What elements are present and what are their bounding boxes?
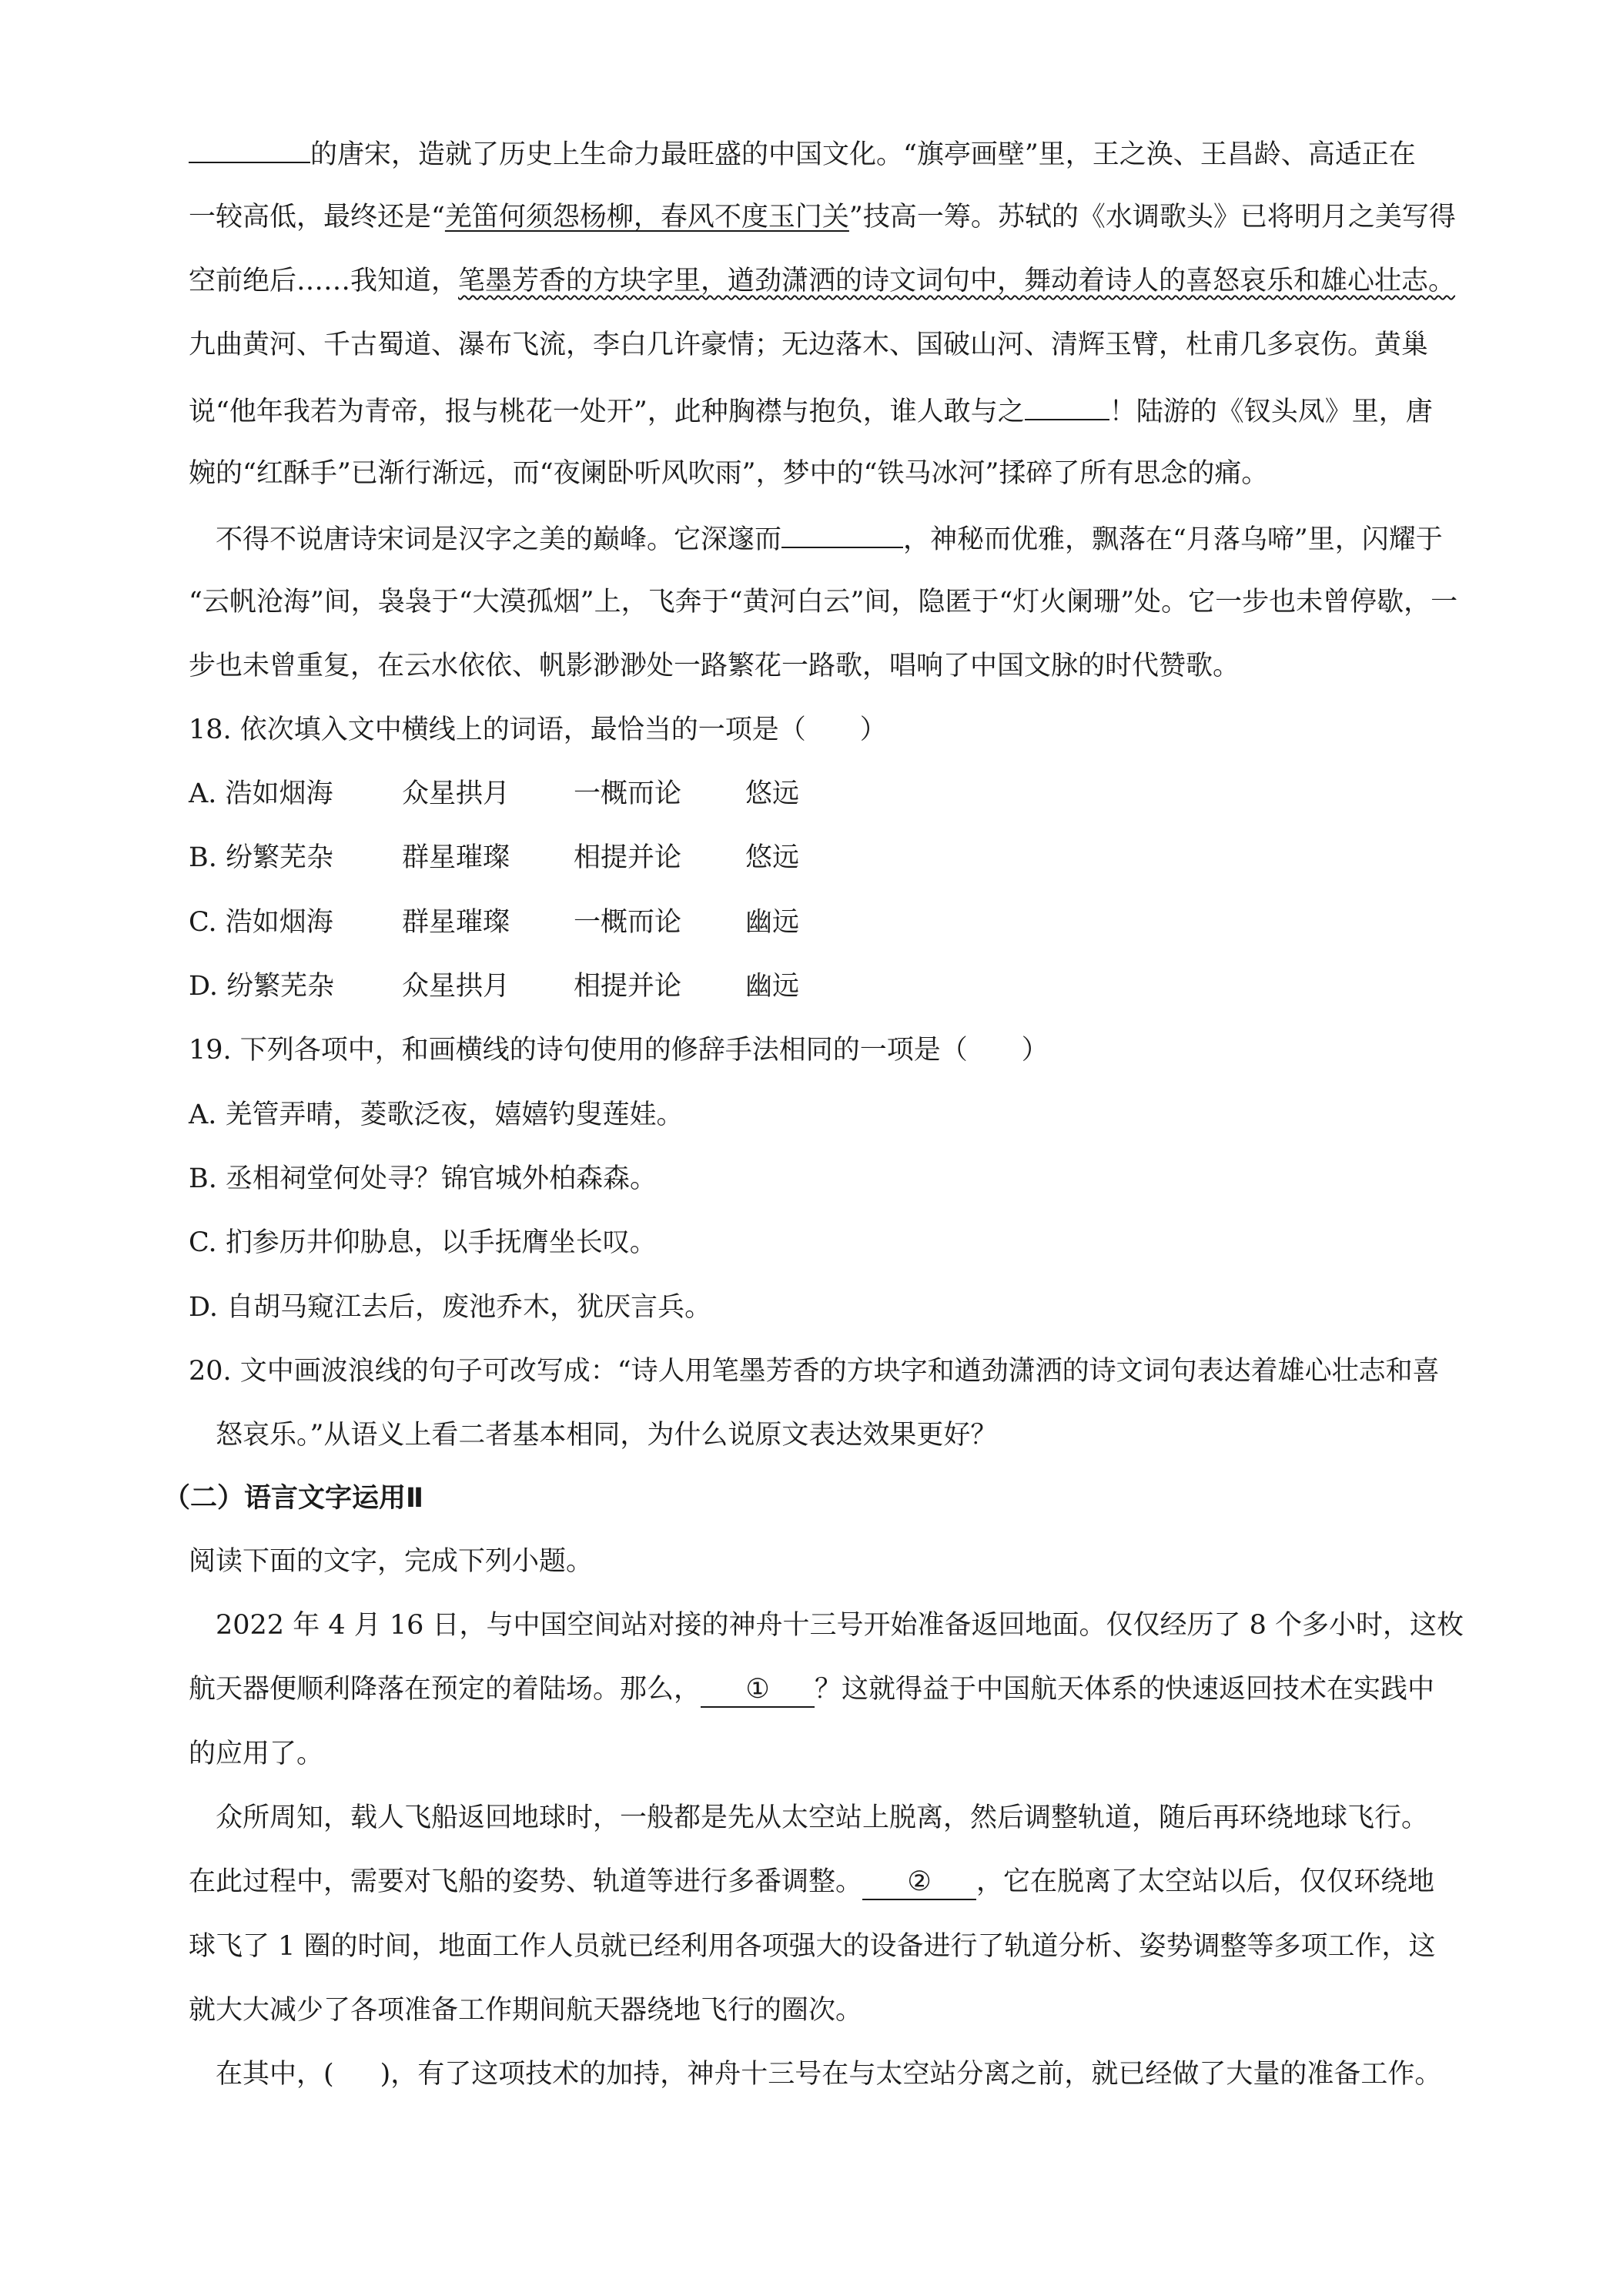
passage-line: 航天器便顺利降落在预定的着陆场。那么， ① ？这就得益于中国航天体系的快速返回技术在实践中 [189,1671,1482,1708]
passage-line: 婉的“红酥手”已渐行渐远，而“夜阑卧听风吹雨”，梦中的“铁马冰河”揉碎了所有思念的痛。 [189,458,1269,489]
answer-blank[interactable] [1025,391,1109,420]
section-heading: （二）语言文字运用Ⅱ [163,1483,424,1514]
passage-line: 在此过程中，需要对飞船的姿势、轨道等进行多番调整。 ② ，它在脱离了太空站以后，仅仅环绕地 [189,1863,1482,1900]
passage-line: “云帆沧海”间，袅袅于“大漠孤烟”上，飞奔于“黄河白云”间，隐匿于“灯火阑珊”处。它一步也未曾停歇，一 [189,587,1458,618]
passage-line: 的应用了。 [189,1739,324,1769]
passage-line: 球飞了 1 圈的时间，地面工作人员就已经利用各项强大的设备进行了轨道分析、姿势调整等多项工作，这 [189,1931,1436,1962]
passage-text: 的唐宋，造就了历史上生命力最旺盛的中国文化。“旗亭画壁”里，王之涣、王昌龄、高适正在 [310,139,1416,170]
question-20-stem: 20. 文中画波浪线的句子可改写成：“诗人用笔墨芳香的方块字和遒劲潇洒的诗文词句表达着雄心壮志和喜 [189,1356,1440,1387]
passage-line: 就大大减少了各项准备工作期间航天器绕地飞行的圈次。 [189,1995,863,2026]
underlined-poem-line: 羌笛何须怨杨柳，春风不度玉门关 [444,202,849,233]
answer-blank[interactable] [189,134,310,163]
passage-line: 步也未曾重复，在云水依依、帆影渺渺处一路繁花一路歌，唱响了中国文脉的时代赞歌。 [189,651,1240,681]
passage-line: 空前绝后……我知道，笔墨芳香的方块字里，遒劲潇洒的诗文词句中，舞动着诗人的喜怒哀乐和雄心壮志。 [189,266,1456,296]
passage-line: 不得不说唐诗宋词是汉字之美的巅峰。它深邃而 ，神秘而优雅，飘落在“月落乌啼”里，闪耀于 [216,519,1509,558]
passage-line: 2022 年 4 月 16 日，与中国空间站对接的神舟十三号开始准备返回地面。仅仅经历了 8 个多小时，这枚 [216,1610,1464,1641]
q19-option-a[interactable]: A. 羌管弄晴，菱歌泛夜，嬉嬉钓叟莲娃。 [189,1099,684,1130]
answer-blank-2[interactable]: ② [862,1865,976,1900]
section-intro: 阅读下面的文字，完成下列小题。 [189,1546,594,1577]
answer-blank[interactable] [781,519,903,548]
q19-option-c[interactable]: C. 扪参历井仰胁息，以手抚膺坐长叹。 [189,1227,657,1258]
question-20-stem-cont: 怒哀乐。”从语义上看二者基本相同，为什么说原文表达效果更好？ [216,1420,998,1451]
passage-line: 一较高低，最终还是“羌笛何须怨杨柳，春风不度玉门关”技高一筹。苏轼的《水调歌头》已将明月之美写得 [189,202,1456,233]
exam-page: 的唐宋，造就了历史上生命力最旺盛的中国文化。“旗亭画壁”里，王之涣、王昌龄、高适正在 一较高低，最终还是“羌笛何须怨杨柳，春风不度玉门关”技高一筹。苏轼的《水调歌头》已将明月之美写得 空前绝后……我知道，笔墨芳香的方块字里，遒劲潇洒的诗文词句中，舞动着诗人的喜怒哀乐和雄心壮志。 九曲黄河、千古蜀道、瀑布飞流，李白几许豪情；无边落木、国破山河、清辉玉臂，杜甫几多哀伤。黄巢 说“他年我若为青帝，报与桃花一处开”，此种胸襟与抱负，谁人敢与之 ！陆游的《钗头凤》里，唐 婉的“红酥手”已渐行渐远，而“夜阑卧听风吹雨”，梦中的“铁马冰河”揉碎了所有思念的痛。 不得不说唐诗宋词是汉字之美的巅峰。它深邃而 ，神秘而优雅，飘落在“月落乌啼”里，闪耀于 “云帆沧海”间，袅袅于“大漠孤烟”上，飞奔于“黄河白云”间，隐匿于“灯火阑珊”处。它一步也未曾停歇，一 步也未曾重复，在云水依依、帆影渺渺处一路繁花一路歌，唱响了中国文脉的时代赞歌。 18. 依次填入文中横线上的词语，最恰当的一项是（ ） A. 浩如烟海 众星拱月 一概而论 悠远 B. 纷繁芜杂 群星璀璨 相提并论 悠远 C. 浩如烟海 群星璀璨 一概而论 幽远 D. 纷繁芜杂 众星拱月 相提并论 幽远 19. 下列各项中，和画横线的诗句使用的修辞手法相同的一项是（ ） A. 羌管弄晴，菱歌泛夜，嬉嬉钓叟莲娃。 B. 丞相祠堂何处寻？锦官城外柏森森。 C. 扪参历井仰胁息，以手抚膺坐长叹。 D. 自胡马窥江去后，废池乔木，犹厌言兵。 20. 文中画波浪线的句子可改写成：“诗人用笔墨芳香的方块字和遒劲潇洒的诗文词句表达着雄心壮志和喜 怒哀乐。”从语义上看二者基本相同，为什么说原文表达效果更好？ （二）语言文字运用Ⅱ 阅读下面的文字，完成下列小题。 2022 年 4 月 16 日，与中国空间站对接的神舟十三号开始准备返回地面。仅仅经历了 8 个多小时，这枚 航天器便顺利降落在预定的着陆场。那么， ① ？这就得益于中国航天体系的快速返回技术在实践中 的应用了。 众所周知，载人飞船返回地球时，一般都是先从太空站上脱离，然后调整轨道，随后再环绕地球飞行。 在此过程中，需要对飞船的姿势、轨道等进行多番调整。 ② ，它在脱离了太空站以后，仅仅环绕地 球飞了 1 圈的时间，地面工作人员就已经利用各项强大的设备进行了轨道分析、姿势调整等多项工作，这 就大大减少了各项准备工作期间航天器绕地飞行的圈次。 在其中，( )，有了这项技术的加持，神舟十三号在与太空站分离之前，就已经做了大量的准备工作。 [0,0,1623,2296]
q19-option-b[interactable]: B. 丞相祠堂何处寻？锦官城外柏森森。 [189,1163,657,1194]
answer-blank-1[interactable]: ① [701,1672,815,1708]
passage-line: 众所周知，载人飞船返回地球时，一般都是先从太空站上脱离，然后调整轨道，随后再环绕地球飞行。 [216,1802,1429,1833]
question-19-stem: 19. 下列各项中，和画横线的诗句使用的修辞手法相同的一项是（ ） [189,1035,1049,1066]
passage-line: 九曲黄河、千古蜀道、瀑布飞流，李白几许豪情；无边落木、国破山河、清辉玉臂，杜甫几多哀伤。黄巢 [189,330,1429,360]
passage-line: 说“他年我若为青帝，报与桃花一处开”，此种胸襟与抱负，谁人敢与之 ！陆游的《钗头凤》里，唐 [189,391,1482,430]
wavy-underlined-sentence: 笔墨芳香的方块字里，遒劲潇洒的诗文词句中，舞动着诗人的喜怒哀乐和雄心壮志。 [458,266,1456,296]
q19-option-d[interactable]: D. 自胡马窥江去后，废池乔木，犹厌言兵。 [189,1292,712,1323]
question-18-stem: 18. 依次填入文中横线上的词语，最恰当的一项是（ ） [189,715,887,745]
passage-line: 在其中，( )，有了这项技术的加持，神舟十三号在与太空站分离之前，就已经做了大量的准备工作。 [216,2059,1442,2090]
passage-line [189,134,1482,173]
